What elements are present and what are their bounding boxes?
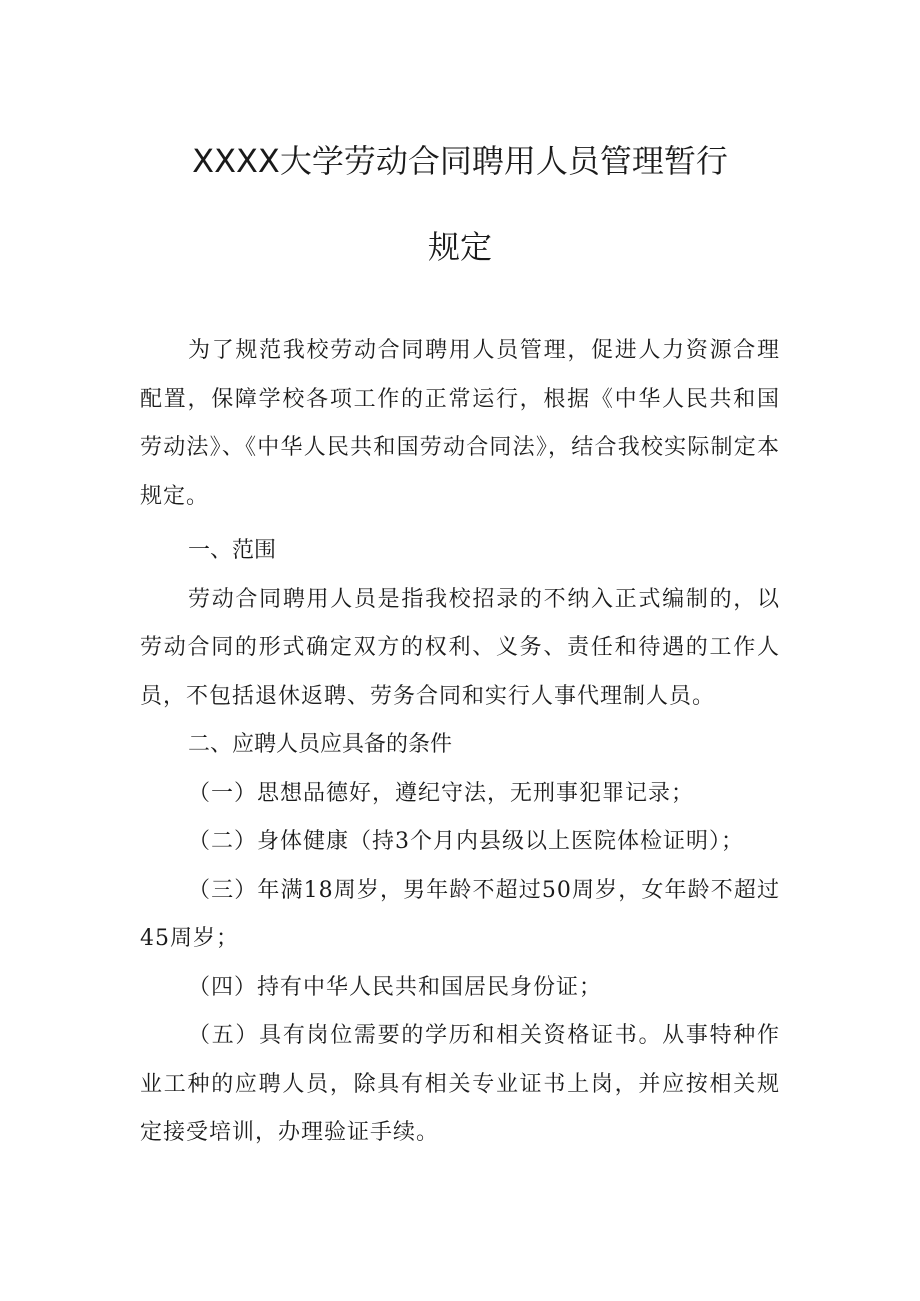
intro-paragraph: 为了规范我校劳动合同聘用人员管理，促进人力资源合理配置，保障学校各项工作的正常运行，根据《中华人民共和国劳动法》、《中华人民共和国劳动合同法》，结合我校实际制定本规定。 — [140, 338, 780, 509]
section-1-heading: 一、范围 — [188, 538, 277, 563]
condition-item-5: （五）具有岗位需要的学历和相关资格证书。从事特种作业工种的应聘人员，除具有相关专业证书上岗，并应按相关规定接受培训，办理验证手续。 — [140, 1023, 780, 1145]
document-body — [140, 327, 780, 1158]
condition-item-1: （一）思想品德好，遵纪守法，无刑事犯罪记录； — [188, 780, 695, 806]
section-1-paragraph: 劳动合同聘用人员是指我校招录的不纳入正式编制的，以劳动合同的形式确定双方的权利、义务、责任和待遇的工作人员，不包括退休返聘、劳务合同和实行人事代理制人员。 — [140, 586, 780, 709]
condition-item-2: （二）身体健康（持3个月内县级以上医院体检证明）； — [188, 829, 744, 854]
document-title-line-1: XXXX大学劳动合同聘用人员管理暂行 — [192, 142, 728, 180]
condition-item-4: （四）持有中华人民共和国居民身份证； — [188, 974, 603, 1000]
section-2-heading: 二、应聘人员应具备的条件 — [188, 732, 453, 757]
document-title-line-2: 规定 — [427, 228, 492, 266]
condition-item-3: （三）年满18周岁，男年龄不超过50周岁，女年龄不超过45周岁； — [140, 877, 780, 951]
